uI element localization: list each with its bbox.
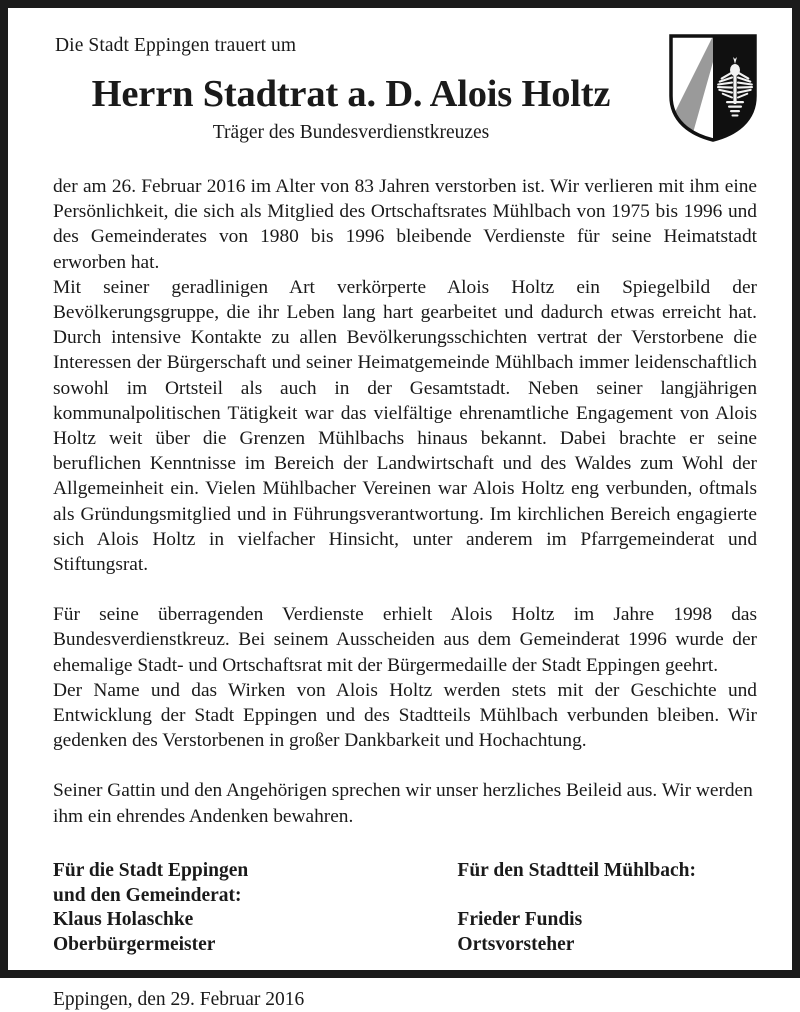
notice-inner: [8, 8, 792, 1011]
city-heading-line1: Für die Stadt Eppingen: [53, 859, 249, 881]
name-block: [53, 75, 649, 145]
city-heading-line2: und den Gemeinderat:: [53, 884, 242, 906]
paragraph-3: Für seine überragenden Verdienste erhielt Alois Holtz im Jahre 1998 das Bundesverdienstkreuz. Bei seinem Ausscheiden aus dem Gemeinderat 1996 wurde der ehemalige Stadt- und Ortschaftsrat mit der Bürgermedaille der Stadt Eppingen geehrt.: [53, 604, 757, 676]
signature-column-district: [457, 859, 757, 958]
city-signatory-name: Klaus Holaschke: [53, 909, 194, 931]
coat-of-arms-icon: [667, 32, 759, 144]
district-signatory-name: Frieder Fundis: [457, 909, 583, 931]
district-signatory-role: Ortsvorsteher: [457, 934, 575, 956]
place-and-date: Eppingen, den 29. Februar 2016: [53, 989, 305, 1011]
notice-header: [53, 30, 757, 158]
signature-column-city: [53, 859, 457, 958]
deceased-name: Herrn Stadtrat a. D. Alois Holtz: [91, 73, 611, 116]
district-heading-line1: Für den Stadtteil Mühlbach:: [457, 859, 696, 881]
honor-subtitle: Träger des Bundesverdienstkreuzes: [212, 121, 490, 143]
paragraph-4: Der Name und das Wirken von Alois Holtz werden stets mit der Geschichte und Entwicklung der Stadt Eppingen und des Stadtteils Mühlbach verbunden bleiben. Wir gedenken des Verstorbenen in großer Dankbarkeit und Hochachtung.: [53, 679, 757, 752]
city-signatory-role: Oberbürgermeister: [53, 934, 216, 956]
district-heading-spacer: [457, 884, 757, 909]
signature-block: [53, 859, 757, 958]
obituary-body: [53, 174, 757, 829]
intro-line: Die Stadt Eppingen trauert um: [55, 35, 297, 56]
paragraph-5: Seiner Gattin und den Angehörigen sprechen wir unser herzliches Beileid aus. Wir werden ihm ein ehrendes Andenken bewahren.: [53, 780, 753, 827]
paragraph-1: der am 26. Februar 2016 im Alter von 83 Jahren verstorben ist. Wir verlieren mit ihm eine Persönlichkeit, die sich als Mitglied des Ortschaftsrates Mühlbach von 1975 bis 1996 und des Gemeinderates von 1980 bis 1996 bleibende Verdienste für seine Heimatstadt erworben hat.: [53, 176, 757, 273]
paragraph-2: Mit seiner geradlinigen Art verkörperte Alois Holtz ein Spiegelbild der Bevölkerungsgruppe, die ihr Leben lang hart gearbeitet und dadurch etwas erreicht hat. Durch intensive Kontakte zu allen Bevölkerungsschichten vertrat der Verstorbene die Interessen der Bürgerschaft und seiner Heimatgemeinde Mühlbach immer leidenschaftlich sowohl im Ortsteil als auch in der Gesamtstadt. Neben seiner langjährigen kommunalpolitischen Tätigkeit war das vielfältige ehrenamtliche Engagement von Alois Holtz weit über die Grenzen Mühlbachs hinaus bekannt. Dabei brachte er seine beruflichen Kenntnisse im Bereich der Landwirtschaft und des Waldes zum Wohl der Allgemeinheit ein. Vielen Mühlbacher Vereinen war Alois Holtz eng verbunden, oftmals als Gründungsmitglied und in Führungsverantwortung. Im kirchlichen Bereich engagierte sich Alois Holtz in vielfacher Hinsicht, unter anderem im Pfarrgemeinderat und Stiftungsrat.: [53, 276, 757, 576]
